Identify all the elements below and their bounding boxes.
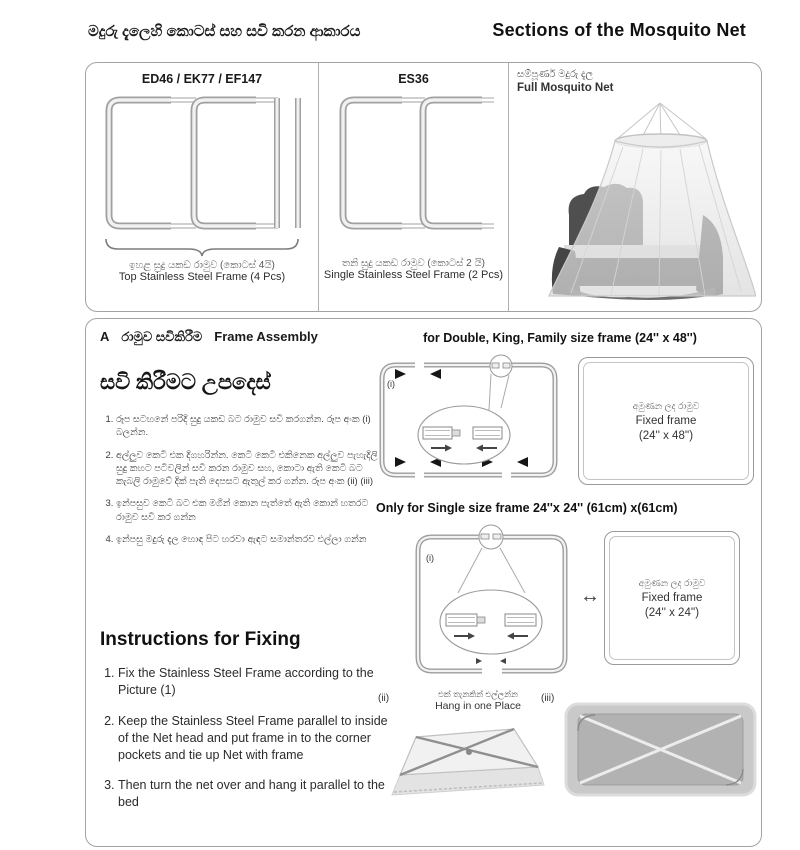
frame-caption-sinhala: ඉහළ සුදු යකඩ රාමුව (කොටස් 4යි): [129, 260, 275, 271]
fixed-frame-label: Fixed frame: [641, 591, 703, 604]
net-label-sinhala: සම්පූර්ණ මදුරු දැල: [517, 69, 594, 80]
page-header: [88, 20, 746, 41]
figure-i-label: (i): [387, 379, 395, 389]
net-label: Full Mosquito Net: [517, 82, 614, 94]
si-step-1: 1. රූප සටහනේ පරිදි සුදු යකඩ බට රාමුව සවි කරගන්න. රූප අංක (i) බලන්න.: [116, 413, 378, 440]
top-frame-section: [86, 63, 319, 311]
fixed-frame-label-sinhala: අමුණන ලද රාමුව: [632, 400, 700, 411]
single-size-header: Only for Single size frame 24''x 24'' (61cm) x(61cm): [376, 501, 678, 515]
left-right-arrow-icon: ↔: [580, 585, 600, 607]
fixed-frame-label-sinhala: අමුණන ලද රාමුව: [638, 577, 706, 588]
full-net-section: [509, 63, 758, 311]
net-head-perspective-photo: [386, 723, 551, 805]
assembly-panel: [85, 318, 762, 847]
en-step-3: 3. Then turn the net over and hang it parallel to the bed: [118, 777, 398, 811]
figure-i-label: (i): [426, 553, 434, 563]
si-step-4: 4. ඉන්පසු මදුරු දැල හොඳ පිට හරවා ඇඳට සමාන්තරව එල්ලා ගන්න: [116, 533, 378, 546]
single-frame-pieces-illustration: [330, 90, 498, 236]
fixed-frame-size: (24'' x 24''): [644, 606, 700, 619]
en-step-1: 1. Fix the Stainless Steel Frame according to the Picture (1): [118, 665, 398, 699]
double-size-header: for Double, King, Family size frame (24'' x 48''): [423, 331, 697, 345]
section-letter: A: [100, 329, 110, 344]
frame-caption: Single Stainless Steel Frame (2 Pcs): [323, 269, 504, 281]
fixed-frame-double-inner: [583, 362, 749, 480]
sections-panel: [85, 62, 762, 312]
english-instructions-list: [100, 665, 398, 825]
frame-caption: Top Stainless Steel Frame (4 Pcs): [118, 271, 286, 283]
sinhala-instructions-list: [100, 413, 378, 555]
sinhala-instructions-heading: සවි කිරීමට උපදෙස්: [100, 371, 271, 394]
brace-icon: [98, 236, 306, 258]
single-frame-section: [319, 63, 509, 311]
figure-ii-label: (ii): [378, 693, 390, 704]
si-step-2: 2. අල්ලුව කෙටි එක දිගහරින්න. කෙටි කෙටි එකිනෙක අල්ලුව පැහැදිලි සුදු කහට පටිවලින් සවි කරන රාමුව සහ, කොටා ඇති කෙටි බට කැබලි රාමුවේ දික් පැති දෙපසට ඇතුල් කර ගන්න. රූප අංක (ii) (iii): [116, 449, 378, 489]
frame-code-label: ES36: [398, 72, 429, 86]
double-frame-assembly-diagram: [369, 353, 569, 493]
section-title-sinhala: රාමුව සවිකිරීම: [121, 329, 203, 344]
full-mosquito-net-photo: [509, 97, 756, 307]
figure-ii-caption: [398, 689, 558, 712]
fixed-frame-single: [604, 531, 740, 665]
top-frame-pieces-illustration: [96, 90, 308, 236]
si-step-3: 3. ඉන්පසුව කෙටි බට එක මගින් කොන පැත්තේ ඇති කොන් හතරට රාමුව සවි කර ගන්න: [116, 497, 378, 524]
page-title: Sections of the Mosquito Net: [492, 20, 746, 40]
english-instructions-heading: Instructions for Fixing: [100, 629, 301, 650]
fixed-frame-double: [578, 357, 754, 485]
page-title-sinhala: මදුරු දැලෙහි කොටස් සහ සවි කරන ආකාරය: [88, 23, 361, 40]
frame-code-label: ED46 / EK77 / EF147: [141, 72, 263, 86]
fixed-frame-label: Fixed frame: [635, 414, 697, 427]
fixed-frame-size: (24'' x 48''): [638, 429, 694, 442]
en-step-2: 2. Keep the Stainless Steel Frame parallel to inside of the Net head and put frame in to the corner pockets and tie up Net with frame: [118, 713, 398, 764]
joint-arrow-icon: [476, 658, 506, 664]
figure-ii-caption-sinhala: එක් තැනකින් එල්ලන්න: [438, 689, 518, 699]
section-a-header: [100, 329, 318, 345]
fixed-frame-single-inner: [609, 536, 735, 660]
figure-ii-caption-english: Hang in one Place: [435, 700, 521, 712]
single-frame-assembly-diagram: [404, 523, 579, 681]
figure-iii-label: (iii): [541, 693, 555, 704]
net-head-top-view-photo: [563, 701, 758, 798]
section-title: Frame Assembly: [214, 329, 318, 344]
frame-caption-sinhala: තනි සුදු යකඩ රාමුව (කොටස් 2 යි): [342, 258, 485, 269]
